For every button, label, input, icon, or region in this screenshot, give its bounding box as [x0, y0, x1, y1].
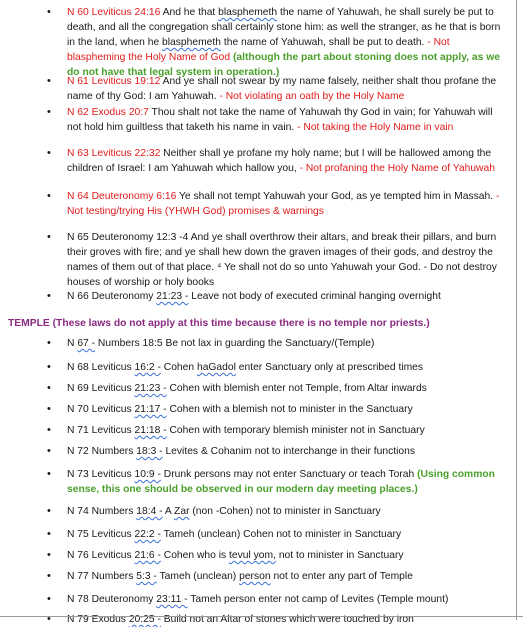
commandment-item-l73 — [0, 467, 523, 497]
item-text-segment: (non -Cohen) not to minister in Sanctuary — [189, 506, 381, 517]
item-text-segment: 16:2 - — [134, 362, 161, 373]
temple-heading: TEMPLE (These laws do not apply at this time because there is no temple nor priests.) — [8, 318, 430, 329]
item-text-segment: blasphemeth — [162, 37, 221, 48]
item-text-segment: Zar — [174, 506, 190, 517]
item-text-segment: (although the part about stoning does not apply, as we do not have that legal system in operation.) — [67, 52, 500, 78]
commandment-item-l67 — [0, 336, 523, 351]
commandment-item-l71 — [0, 423, 523, 438]
commandment-item-l69 — [0, 381, 523, 396]
item-text-segment: Leave not body of executed criminal hanging overnight — [188, 291, 441, 302]
commandment-item-l62 — [0, 105, 523, 135]
item-text-segment: - Not violating an oath by the Holy Name — [219, 91, 405, 102]
item-text-segment: N 70 Leviticus — [67, 404, 135, 415]
commandment-item-l74 — [0, 504, 523, 519]
item-text-segment: 21:23 - — [134, 383, 167, 394]
item-text-segment: N 63 Leviticus 22:32 — [67, 148, 161, 159]
item-text-segment: Drunk persons may not enter Sanctuary or teach Torah — [160, 469, 418, 480]
item-text-segment: haGadol — [196, 362, 236, 373]
item-text-segment: tevul yom, — [229, 550, 276, 561]
commandment-item-l68 — [0, 360, 523, 375]
commandment-item-l78 — [0, 592, 523, 607]
item-text-segment: Cohen with blemish enter not Temple, from Altar inwards — [166, 383, 427, 394]
commandment-item-l77 — [0, 569, 523, 584]
item-text-segment: 67 - — [77, 338, 96, 349]
item-text-segment: And he that — [160, 7, 219, 18]
item-text-segment: N — [67, 338, 78, 349]
commandment-item-l60 — [0, 5, 523, 80]
commandment-item-l64 — [0, 189, 523, 219]
item-text-segment: person — [239, 571, 271, 582]
item-text-segment: Ye shall not tempt Yahuwah your God, as ye tempted him in Massah. — [176, 191, 496, 202]
item-text-segment: N 69 Leviticus — [67, 383, 135, 394]
item-text-segment: N 73 Leviticus — [67, 469, 135, 480]
item-text-segment: (Using common sense, this one should be observed in our modern day meeting places.) — [67, 469, 495, 495]
item-text-segment: N 79 Exodus — [67, 614, 129, 625]
item-text-segment: N 64 Deuteronomy 6:16 — [67, 191, 177, 202]
item-text-segment: the name of Yahuwah, he shall surely be put to death, and all the congregation shall certainly stone him: as well the stranger, as he that is born in the land, when he — [67, 7, 501, 48]
item-text-segment: 23:11 - — [156, 594, 188, 605]
item-text-segment: 21:18 - — [134, 425, 167, 436]
item-text-segment: N 65 Deuteronomy 12:3 -4 And ye shall overthrow their altars, and break their pillars, and burn their groves with fire; and ye shall hew down the graven images of their gods, and destroy the names of them out of that place. ⁴ Ye shall not do so unto Yahuwah your God. - Do not destroy houses of worship or holy books — [67, 232, 497, 288]
page-border — [0, 616, 523, 617]
item-text-segment: Cohen who is — [160, 550, 230, 561]
commandment-item-l63 — [0, 146, 523, 176]
item-text-segment: Cohen with a blemish not to minister in the Sanctuary — [166, 404, 413, 415]
item-text-segment: not to enter any part of Temple — [270, 571, 413, 582]
item-text-segment: - Not profaning the Holy Name of Yahuwah — [299, 163, 495, 174]
item-text-segment: blasphemeth — [218, 7, 278, 18]
item-text-segment: - Not testing/trying His (YHWH God) promises & warnings — [67, 191, 500, 217]
item-text-segment: Thou shalt not take the name of Yahuwah thy God in vain; for Yahuwah will not hold him guiltless that taketh his name in vain. — [67, 107, 493, 133]
item-text-segment: - Not blaspheming the Holy Name of God — [67, 37, 450, 63]
item-text-segment: Tameh person enter not camp of Levites (Temple mount) — [187, 594, 449, 605]
commandment-item-l65 — [0, 230, 523, 290]
item-text-segment: N 61 Leviticus 19:12 — [67, 76, 161, 87]
item-text-segment: N 75 Leviticus — [67, 529, 135, 540]
item-text-segment: - Not taking the Holy Name in vain — [297, 122, 454, 133]
item-text-segment: N 60 Leviticus 24:16 — [67, 7, 161, 18]
item-text-segment: N 68 Leviticus — [67, 362, 135, 373]
item-text-segment: 21:23 - — [156, 291, 189, 302]
item-text-segment: Levites & Cohanim not to interchange in their functions — [162, 446, 416, 457]
item-text-segment: Build not an Altar of stones which were touched by iron — [160, 614, 414, 625]
commandment-item-l70 — [0, 402, 523, 417]
item-text-segment: N 78 Deuteronomy — [67, 594, 157, 605]
commandment-item-l61 — [0, 74, 523, 104]
commandment-item-l76 — [0, 548, 523, 563]
item-text-segment: Neither shall ye profane my holy name; but I will be hallowed among the children of Israel: I am Yahuwah which hallow you, — [67, 148, 492, 174]
item-text-segment: N 72 Numbers — [67, 446, 137, 457]
item-text-segment: 21:17 - — [134, 404, 167, 415]
item-text-segment: 5:3 - — [136, 571, 157, 582]
item-text-segment: 21:6 - — [134, 550, 161, 561]
item-text-segment: 22:2 - — [134, 529, 161, 540]
item-text-segment: N 77 Numbers — [67, 571, 137, 582]
commandment-item-l66 — [0, 289, 523, 304]
item-text-segment: Numbers 18:5 Be not lax in guarding the Sanctuary/(Temple) — [95, 338, 375, 349]
item-text-segment: A — [162, 506, 175, 517]
item-text-segment: Cohen with temporary blemish minister not in Sanctuary — [166, 425, 425, 436]
item-text-segment: Cohen — [160, 362, 197, 373]
item-text-segment: N 74 Numbers — [67, 506, 137, 517]
item-text-segment: the name of Yahuwah, shall be put to death. — [221, 37, 428, 48]
item-text-segment: And ye shall not swear by my name falsely, neither shalt thou profane the name of thy God: I am Yahuwah. — [67, 76, 497, 102]
item-text-segment: N 76 Leviticus — [67, 550, 135, 561]
item-text-segment: Tameh (unclean) — [156, 571, 240, 582]
commandment-item-l72 — [0, 444, 523, 459]
item-text-segment: 18:3 - — [136, 446, 163, 457]
item-text-segment: Tameh (unclean) Cohen not to minister in Sanctuary — [160, 529, 402, 540]
commandment-item-l75 — [0, 527, 523, 542]
item-text-segment: N 71 Leviticus — [67, 425, 135, 436]
item-text-segment: N 66 Deuteronomy — [67, 291, 157, 302]
item-text-segment: not to minister in Sanctuary — [275, 550, 404, 561]
item-text-segment: N 62 Exodus 20:7 — [67, 107, 149, 118]
item-text-segment: 20:25 - — [128, 614, 161, 625]
item-text-segment: 10:9 - — [134, 469, 161, 480]
item-text-segment: enter Sanctuary only at prescribed times — [235, 362, 424, 373]
item-text-segment: 18:4 - — [136, 506, 163, 517]
